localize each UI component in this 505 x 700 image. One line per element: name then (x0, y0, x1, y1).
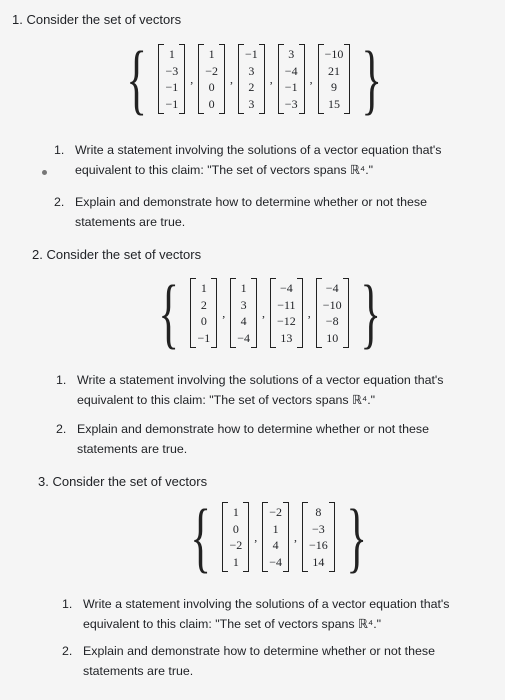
vector-entry: 3 (248, 63, 255, 78)
vector-entry: −2 (205, 63, 219, 78)
vector-entry: −12 (277, 314, 296, 328)
column-vector (158, 44, 185, 114)
part-number: 2. (62, 644, 73, 658)
vector-entry: 10 (326, 330, 339, 345)
vector-entry: 21 (327, 63, 340, 78)
left-brace: { (190, 493, 212, 580)
vector-entry: 0 (232, 521, 239, 536)
vector-entry: −3 (284, 96, 298, 111)
vector-entry: −8 (325, 314, 339, 328)
vector-entry: 4 (240, 314, 247, 328)
part-text: Write a statement involving the solutions of a vector equation that's equivalent to this claim: "The set of vectors spans ℝ⁴." (83, 597, 450, 631)
vector-entry: 2 (200, 297, 207, 312)
vector-entry: −1 (245, 47, 258, 61)
vector-entry: 3 (248, 96, 255, 111)
vector-entry: 8 (315, 505, 322, 519)
right-brace: } (346, 493, 367, 580)
part-text: Explain and demonstrate how to determine whether or not these statements are true. (75, 195, 427, 229)
question-2-vector-set (150, 269, 389, 356)
vector-entry: −1 (165, 96, 179, 111)
vector-entry: −11 (277, 297, 296, 312)
column-vector (230, 278, 257, 348)
comma-separator: , (254, 529, 258, 544)
question-1-vector-set (118, 35, 391, 122)
part-text: Write a statement involving the solutions of a vector equation that's equivalent to this claim: "The set of vectors spans ℝ⁴." (77, 373, 444, 407)
part-number: 1. (54, 143, 65, 157)
vector-entry: 1 (200, 281, 207, 295)
part-text: Write a statement involving the solutions of a vector equation that's equivalent to this claim: "The set of vectors spans ℝ⁴." (75, 143, 442, 177)
vector-entry: −4 (269, 554, 283, 569)
question-1-part-2 (54, 192, 494, 232)
vector-entry: 0 (208, 80, 215, 94)
column-vector (222, 502, 249, 572)
vector-entry: −4 (237, 330, 251, 345)
question-1-title: 1. Consider the set of vectors (12, 12, 182, 27)
vector-entry: −1 (165, 80, 179, 94)
question-2-title: 2. Consider the set of vectors (32, 247, 202, 262)
vector-entry: 3 (288, 47, 295, 61)
vector-entry: −1 (284, 80, 298, 94)
comma-separator: , (294, 529, 298, 544)
vector-entry: −4 (284, 63, 298, 78)
comma-separator: , (230, 71, 234, 86)
vector-entry: 1 (240, 281, 247, 295)
comma-separator: , (222, 305, 226, 320)
vector-entry: −10 (324, 47, 344, 61)
vector-entry: −10 (322, 297, 342, 312)
part-number: 2. (56, 422, 67, 436)
question-1-part-1 (54, 140, 494, 180)
comma-separator: , (269, 71, 273, 86)
question-3-vector-set (182, 493, 375, 580)
bullet-dot (42, 170, 47, 175)
vector-entry: 3 (240, 297, 247, 312)
vector-entry: 2 (248, 80, 255, 94)
vector-entry: 13 (280, 330, 293, 345)
vector-entry: 14 (312, 554, 325, 569)
vector-entry: −4 (280, 281, 293, 295)
part-text: Explain and demonstrate how to determine whether or not these statements are true. (83, 644, 435, 678)
column-vector (318, 44, 351, 114)
vector-entry: 9 (330, 80, 337, 94)
comma-separator: , (262, 305, 266, 320)
column-vector (262, 502, 289, 572)
vector-entry: −3 (312, 521, 325, 536)
part-text: Explain and demonstrate how to determine whether or not these statements are true. (77, 422, 429, 456)
column-vector (198, 44, 225, 114)
question-3-part-2 (62, 641, 502, 681)
vector-entry: 0 (208, 96, 215, 111)
comma-separator: , (307, 305, 311, 320)
vector-entry: 15 (327, 96, 340, 111)
left-brace: { (158, 269, 180, 356)
question-3-part-1 (62, 594, 502, 634)
column-vector (238, 44, 265, 114)
right-brace: } (361, 35, 383, 122)
vector-entry: 1 (208, 47, 215, 61)
comma-separator: , (309, 71, 313, 86)
part-number: 2. (54, 195, 65, 209)
vector-entry: −3 (165, 63, 179, 78)
column-vector (278, 44, 305, 114)
vector-entry: 1 (168, 47, 175, 61)
right-brace: } (360, 269, 381, 356)
vector-entry: 0 (200, 314, 207, 328)
comma-separator: , (190, 71, 194, 86)
vector-entry: 4 (272, 538, 279, 552)
question-2-part-1 (56, 370, 496, 410)
vector-entry: −4 (325, 281, 339, 295)
vector-entry: 1 (232, 505, 239, 519)
vector-entry: −2 (229, 538, 243, 552)
vector-entry: 1 (272, 521, 279, 536)
column-vector (270, 278, 303, 348)
column-vector (190, 278, 217, 348)
column-vector (302, 502, 335, 572)
vector-entry: −2 (269, 505, 283, 519)
left-brace: { (126, 35, 148, 122)
question-2-part-2 (56, 419, 496, 459)
vector-entry: −16 (309, 538, 328, 552)
vector-entry: −1 (197, 330, 211, 345)
vector-entry: 1 (232, 554, 239, 569)
column-vector (316, 278, 349, 348)
question-3-title: 3. Consider the set of vectors (38, 474, 208, 489)
part-number: 1. (62, 597, 73, 611)
part-number: 1. (56, 373, 67, 387)
